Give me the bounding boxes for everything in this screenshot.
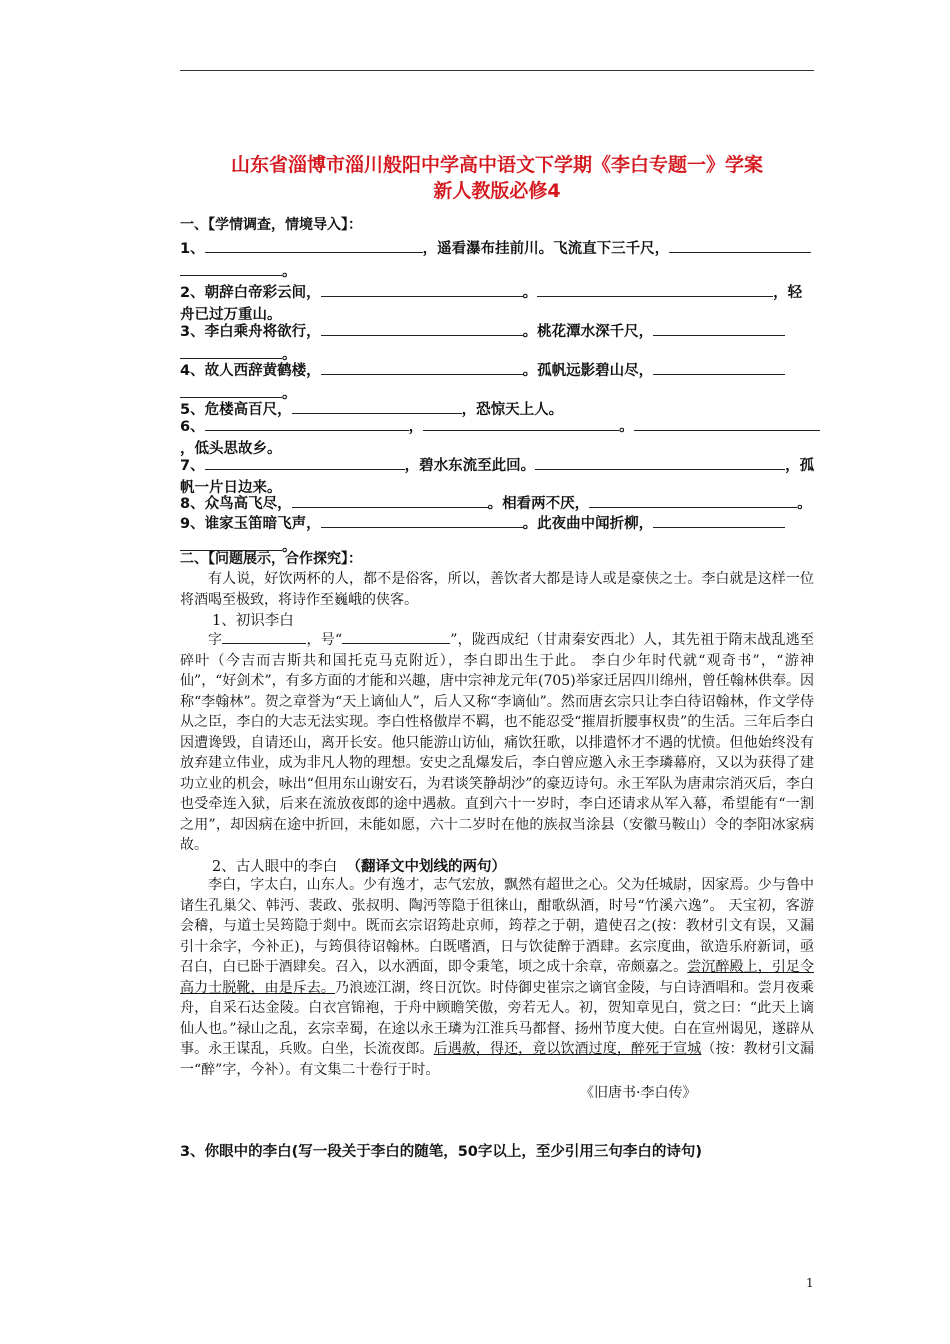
question-4: 4、故人西辞黄鹤楼， 。孤帆远影碧山尽， 。 bbox=[180, 359, 814, 405]
subheading-2: 2、古人眼中的李白 （翻译文中划线的两句） bbox=[212, 859, 506, 875]
blank[interactable] bbox=[321, 281, 523, 297]
blank[interactable] bbox=[292, 398, 462, 414]
blank[interactable] bbox=[423, 415, 619, 431]
blank[interactable] bbox=[292, 492, 488, 508]
underlined-sentence-2: 后遇赦，得还，竟以饮酒过度，醉死于宣城 bbox=[433, 1041, 702, 1057]
section2-heading: 二、【问题展示，合作探究】： bbox=[180, 551, 362, 567]
blank[interactable] bbox=[205, 454, 405, 470]
blank[interactable] bbox=[634, 415, 820, 431]
question-6: 6、 ， 。 ，低头思故乡。 bbox=[180, 415, 814, 460]
blank[interactable] bbox=[321, 512, 523, 528]
blank[interactable] bbox=[653, 359, 785, 375]
underlined-sentence-1: 尝沉醉殿上，引足令高力士脱靴，由是斥去。 bbox=[180, 959, 815, 996]
blank[interactable] bbox=[205, 415, 409, 431]
question-7: 7、 ，碧水东流至此回。 ，孤 帆一片日边来。 bbox=[180, 454, 814, 499]
blank[interactable] bbox=[653, 320, 785, 336]
question-1: 1、 ，遥看瀑布挂前川。飞流直下三千尺， 。 bbox=[180, 237, 814, 283]
source-citation: 《旧唐书·李白传》 bbox=[580, 1085, 697, 1101]
question-5: 5、危楼高百尺， ，恐惊天上人。 bbox=[180, 398, 814, 421]
question-3-heading: 3、你眼中的李白(写一段关于李白的随笔，50字以上，至少引用三句李白的诗句) bbox=[180, 1144, 703, 1160]
blank[interactable] bbox=[537, 281, 773, 297]
blank[interactable] bbox=[180, 343, 282, 359]
page-number: 1 bbox=[806, 1276, 814, 1290]
blank[interactable] bbox=[321, 359, 523, 375]
blank[interactable] bbox=[321, 320, 523, 336]
section1-heading: 一、【学情调查，情境导入】： bbox=[180, 217, 362, 233]
blank-zi[interactable] bbox=[222, 628, 306, 644]
question-2: 2、朝辞白帝彩云间， 。 ，轻 舟已过万重山。 bbox=[180, 281, 814, 326]
ancient-text: 李白，字太白，山东人。少有逸才，志气宏放，飘然有超世之心。父为任城尉，因家焉。少与鲁中诸生孔巢父、韩沔、裴政、张叔明、陶沔等隐于徂徕山，酣歌纵酒，时号“竹溪六逸”。 天宝初，客游会稽，与道士吴筠隐于剡中。既而玄宗诏筠赴京师，筠荐之于朝，遣使召之(按：教材引文有误，又漏引十余字，今补正)，与筠俱待诏翰林。白既嗜酒，日与饮徒醉于酒肆。玄宗度曲，欲造乐府新词，亟召白，白已卧于酒肆矣。召入，以水洒面，即令秉笔，顷之成十余章，帝颇嘉之。尝沉醉殿上，引足令高力士脱靴，由是斥去。乃浪迹江湖，终日沉饮。时侍御史崔宗之谪官金陵，与白诗酒唱和。尝月夜乘舟，自采石达金陵。白衣宫锦袍，于舟中顾瞻笑傲，旁若无人。初，贺知章见白，赏之曰：“此天上谪仙人也。”禄山之乱，玄宗幸蜀，在途以永王璘为江淮兵马都督、扬州节度大使。白在宣州谒见，遂辟从事。永王谋乱，兵败。白坐，长流夜郎。后遇赦，得还，竟以饮酒过度，醉死于宣城（按：教材引文漏一“醉”字，今补）。有文集二十卷行于时。 bbox=[180, 877, 815, 1078]
page-title: 山东省淄博市淄川般阳中学高中语文下学期《李白专题一》学案 bbox=[230, 154, 763, 176]
blank[interactable] bbox=[669, 237, 811, 253]
subheading-1: 1、初识李白 bbox=[212, 613, 294, 629]
question-3: 3、李白乘舟将欲行， 。桃花潭水深千尺， 。 bbox=[180, 320, 814, 366]
blank[interactable] bbox=[589, 492, 797, 508]
blank[interactable] bbox=[205, 237, 423, 253]
header-rule bbox=[180, 70, 814, 71]
question-9: 9、谁家玉笛暗飞声， 。此夜曲中闻折柳， 。 bbox=[180, 512, 814, 558]
blank[interactable] bbox=[535, 454, 785, 470]
question-8: 8、众鸟高飞尽， 。相看两不厌， 。 bbox=[180, 492, 814, 515]
blank-hao[interactable] bbox=[342, 628, 450, 644]
page-subtitle: 新人教版必修4 bbox=[433, 180, 561, 202]
intro-paragraph: 有人说，好饮两杯的人，都不是俗客，所以，善饮者大都是诗人或是豪侠之士。李白就是这样一位将酒喝至极致，将诗作至巍峨的侠客。 bbox=[180, 571, 814, 608]
blank[interactable] bbox=[653, 512, 785, 528]
blank[interactable] bbox=[180, 260, 282, 276]
bio-paragraph: 字 ，号“ ”，陇西成纪（甘肃秦安西北）人，其先祖于隋末战乱逃至碎叶（今吉而吉斯共和国托克马克附近），李白即出生于此。 李白少年时代就“观奇书”，“游神仙”，“好剑术”，有多方面的才能和兴趣，唐中宗神龙元年(705)举家迁居四川绵州，曾任翰林供奉。因称“李翰林”。贺之章誉为“天上谪仙人”，后人又称“李谪仙”。然而唐玄宗只让李白待诏翰林，作文学侍从之臣，李白的大志无法实现。李白性格傲岸不羁，也不能忍受“摧眉折腰事权贵”的生活。三年后李白因遭谗毁，自请还山，离开长安。他只能游山访仙，痛饮狂歌，以排遣怀才不遇的忧愤。但他始终没有放弃建立伟业，成为非凡人物的理想。安史之乱爆发后，李白曾应邀入永王李璘幕府，又以为获得了建功立业的机会，咏出“但用东山谢安石，为君谈笑静胡沙”的豪迈诗句。永王军队为唐肃宗消灭后，李白也受牵连入狱，后来在流放夜郎的途中遇赦。直到六十一岁时，李白还请求从军入幕，希望能有“一割之用”，却因病在途中折回，未能如愿，六十二岁时在他的族叔当涂县（安徽马鞍山）令的李阳冰家病故。 bbox=[180, 628, 814, 856]
blank[interactable] bbox=[180, 382, 282, 398]
